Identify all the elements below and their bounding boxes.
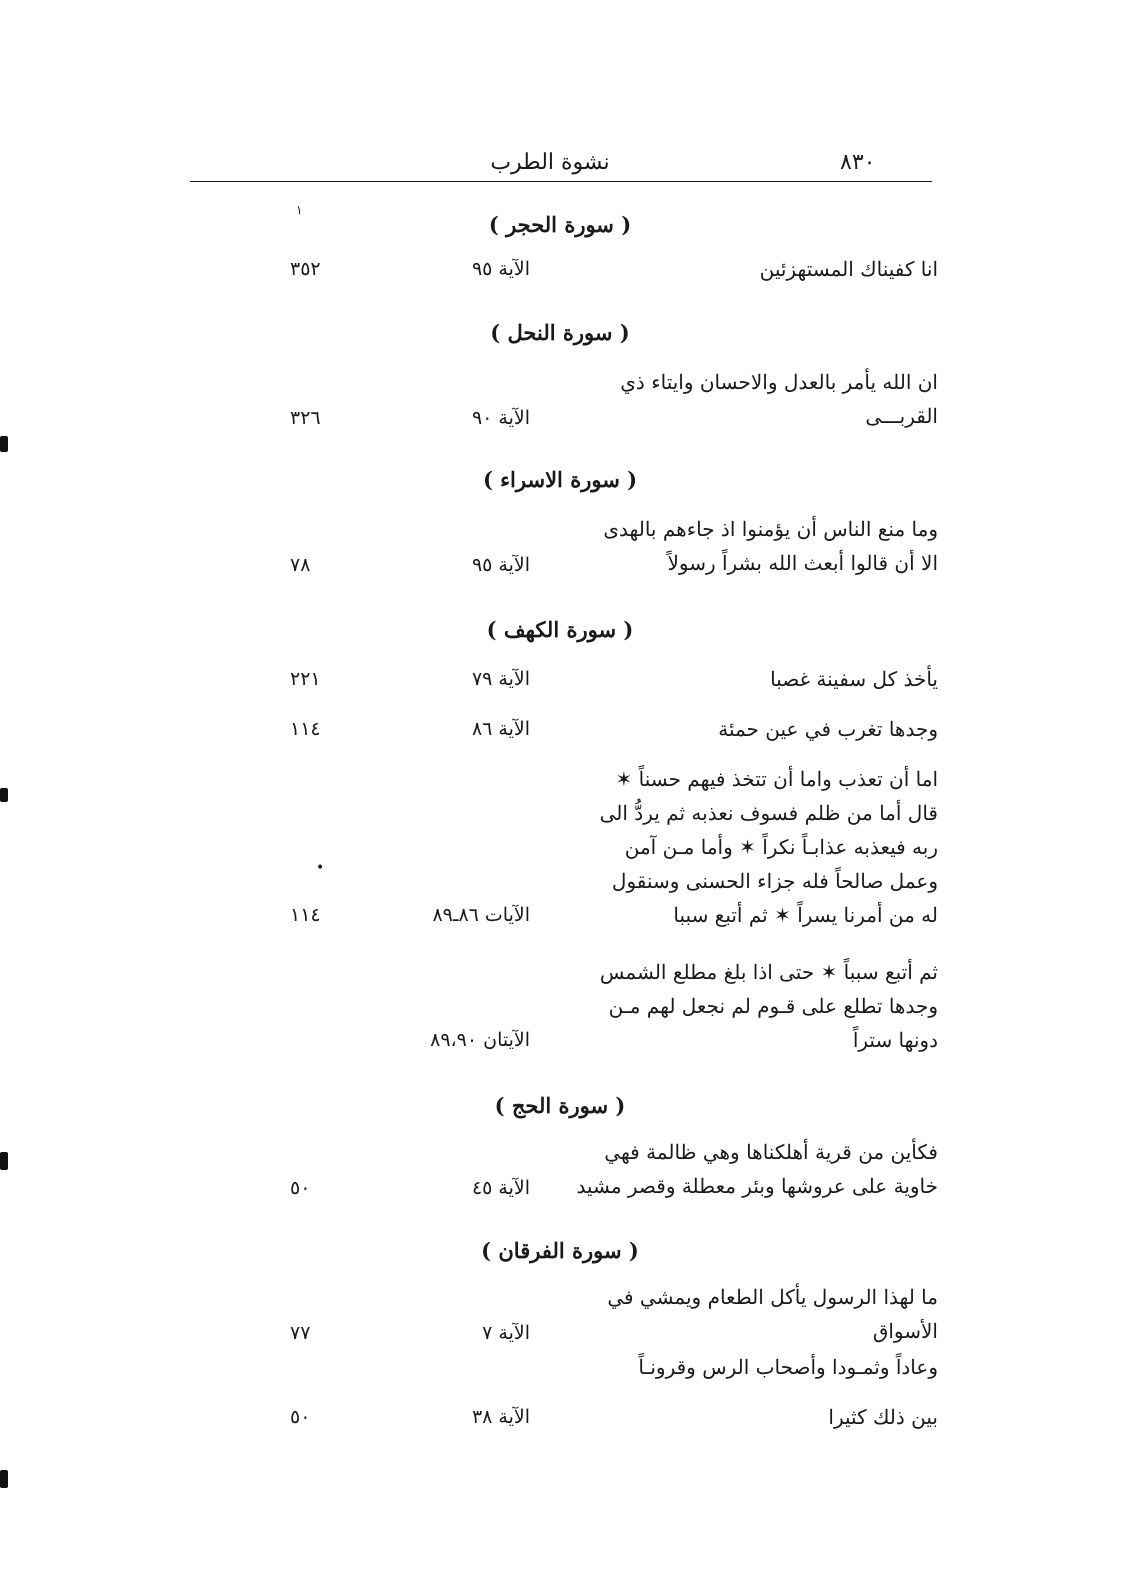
tick-mark: ١ — [296, 203, 303, 217]
verse-reference: الآية ٩٥ — [471, 258, 530, 280]
quote-line: وما منع الناس أن يؤمنوا اذ جاءهم بالهدى — [603, 517, 938, 541]
running-title: نشوة الطرب — [490, 150, 610, 175]
verse-reference: الآية ٤٥ — [471, 1177, 530, 1199]
page-reference: ٥٠ — [290, 1406, 311, 1428]
quote-line: خاوية على عروشها وبئر معطلة وقصر مشيد — [576, 1174, 938, 1198]
page-reference: ٧٧ — [290, 1322, 311, 1344]
quote-line: ما لهذا الرسول يأكل الطعام ويمشي في — [607, 1285, 938, 1309]
verse-quote — [552, 1350, 938, 1434]
quote-line: الأسواق — [872, 1319, 938, 1343]
verse-quote — [552, 762, 938, 932]
surah-heading-isra: ( سورة الاسراء ) — [482, 467, 638, 492]
verse-reference: الآية ٧٩ — [471, 668, 530, 690]
verse-quote — [552, 365, 938, 433]
page-reference: ٥٠ — [290, 1177, 311, 1199]
page-reference: ١١٤ — [290, 904, 321, 926]
page-reference: ٣٢٦ — [290, 407, 321, 429]
verse-quote — [552, 252, 938, 286]
page-reference: ١١٤ — [290, 718, 321, 740]
quote-line: ربه فيعذبه عذابـاً نكراً ✶ وأما مـن آمن — [624, 835, 938, 859]
verse-reference: الآية ٨٦ — [471, 718, 530, 740]
page-number: ٨٣٠ — [840, 150, 876, 175]
surah-heading-furqan: ( سورة الفرقان ) — [481, 1238, 639, 1263]
quote-line: وعمل صالحاً فله جزاء الحسنى وسنقول — [611, 869, 938, 893]
quote-line: قال أما من ظلم فسوف نعذبه ثم يردُّ الى — [599, 801, 938, 825]
verse-reference: الآية ٧ — [482, 1322, 530, 1344]
page-header — [190, 150, 932, 180]
page-reference: ٧٨ — [290, 554, 311, 576]
quote-line: انا كفيناك المستهزئين — [759, 257, 938, 281]
page-reference: ٢٢١ — [290, 668, 321, 690]
margin-mark — [0, 1470, 8, 1488]
surah-heading-nahl: ( سورة النحل ) — [490, 320, 630, 345]
verse-quote — [552, 1280, 938, 1348]
quote-line: دونها ستراً — [852, 1028, 938, 1052]
quote-line: يأخذ كل سفينة غصبا — [770, 667, 938, 691]
quote-line: وجدها تغرب في عين حمئة — [718, 717, 938, 741]
verse-quote — [552, 955, 938, 1057]
quote-line: فكأين من قرية أهلكناها وهي ظالمة فهي — [604, 1140, 938, 1164]
margin-mark — [0, 1152, 8, 1170]
page-reference: ٣٥٢ — [290, 258, 321, 280]
surah-heading-hajj: ( سورة الحج ) — [494, 1093, 626, 1118]
verse-reference: الآية ٩٥ — [471, 554, 530, 576]
surah-heading-hijr: ( سورة الحجر ) — [488, 212, 632, 237]
verse-quote — [552, 1135, 938, 1203]
quote-line: وجدها تطلع على قـوم لم نجعل لهم مـن — [608, 994, 938, 1018]
header-rule — [190, 181, 932, 182]
verse-reference: الآية ٩٠ — [471, 407, 530, 429]
quote-line: اما أن تعذب واما أن تتخذ فيهم حسناً ✶ — [615, 767, 938, 791]
quote-line: الا أن قالوا أبعث الله بشراً رسولاً — [667, 551, 938, 575]
quote-line: ان الله يأمر بالعدل والاحسان وايتاء ذي — [620, 370, 938, 394]
verse-quote — [552, 662, 938, 696]
margin-mark — [0, 436, 8, 452]
verse-quote — [552, 712, 938, 746]
verse-reference: الآية ٣٨ — [471, 1406, 530, 1428]
margin-mark — [0, 788, 8, 802]
quote-line: بين ذلك كثيرا — [828, 1405, 938, 1429]
surah-heading-kahf: ( سورة الكهف ) — [486, 617, 634, 642]
dot-mark: • — [316, 860, 325, 876]
verse-reference: الآيات ٨٦ـ٨٩ — [432, 904, 530, 926]
quote-line: وعاداً وثمـودا وأصحاب الرس وقرونـاً — [638, 1355, 938, 1379]
quote-line: له من أمرنا يسراً ✶ ثم أتبع سببا — [673, 903, 938, 927]
verse-reference: الآيتان ٨٩،٩٠ — [430, 1029, 530, 1051]
quote-line: ثم أتبع سبباً ✶ حتى اذا بلغ مطلع الشمس — [599, 960, 938, 984]
verse-quote — [552, 512, 938, 580]
quote-line: القربـــى — [865, 404, 938, 428]
